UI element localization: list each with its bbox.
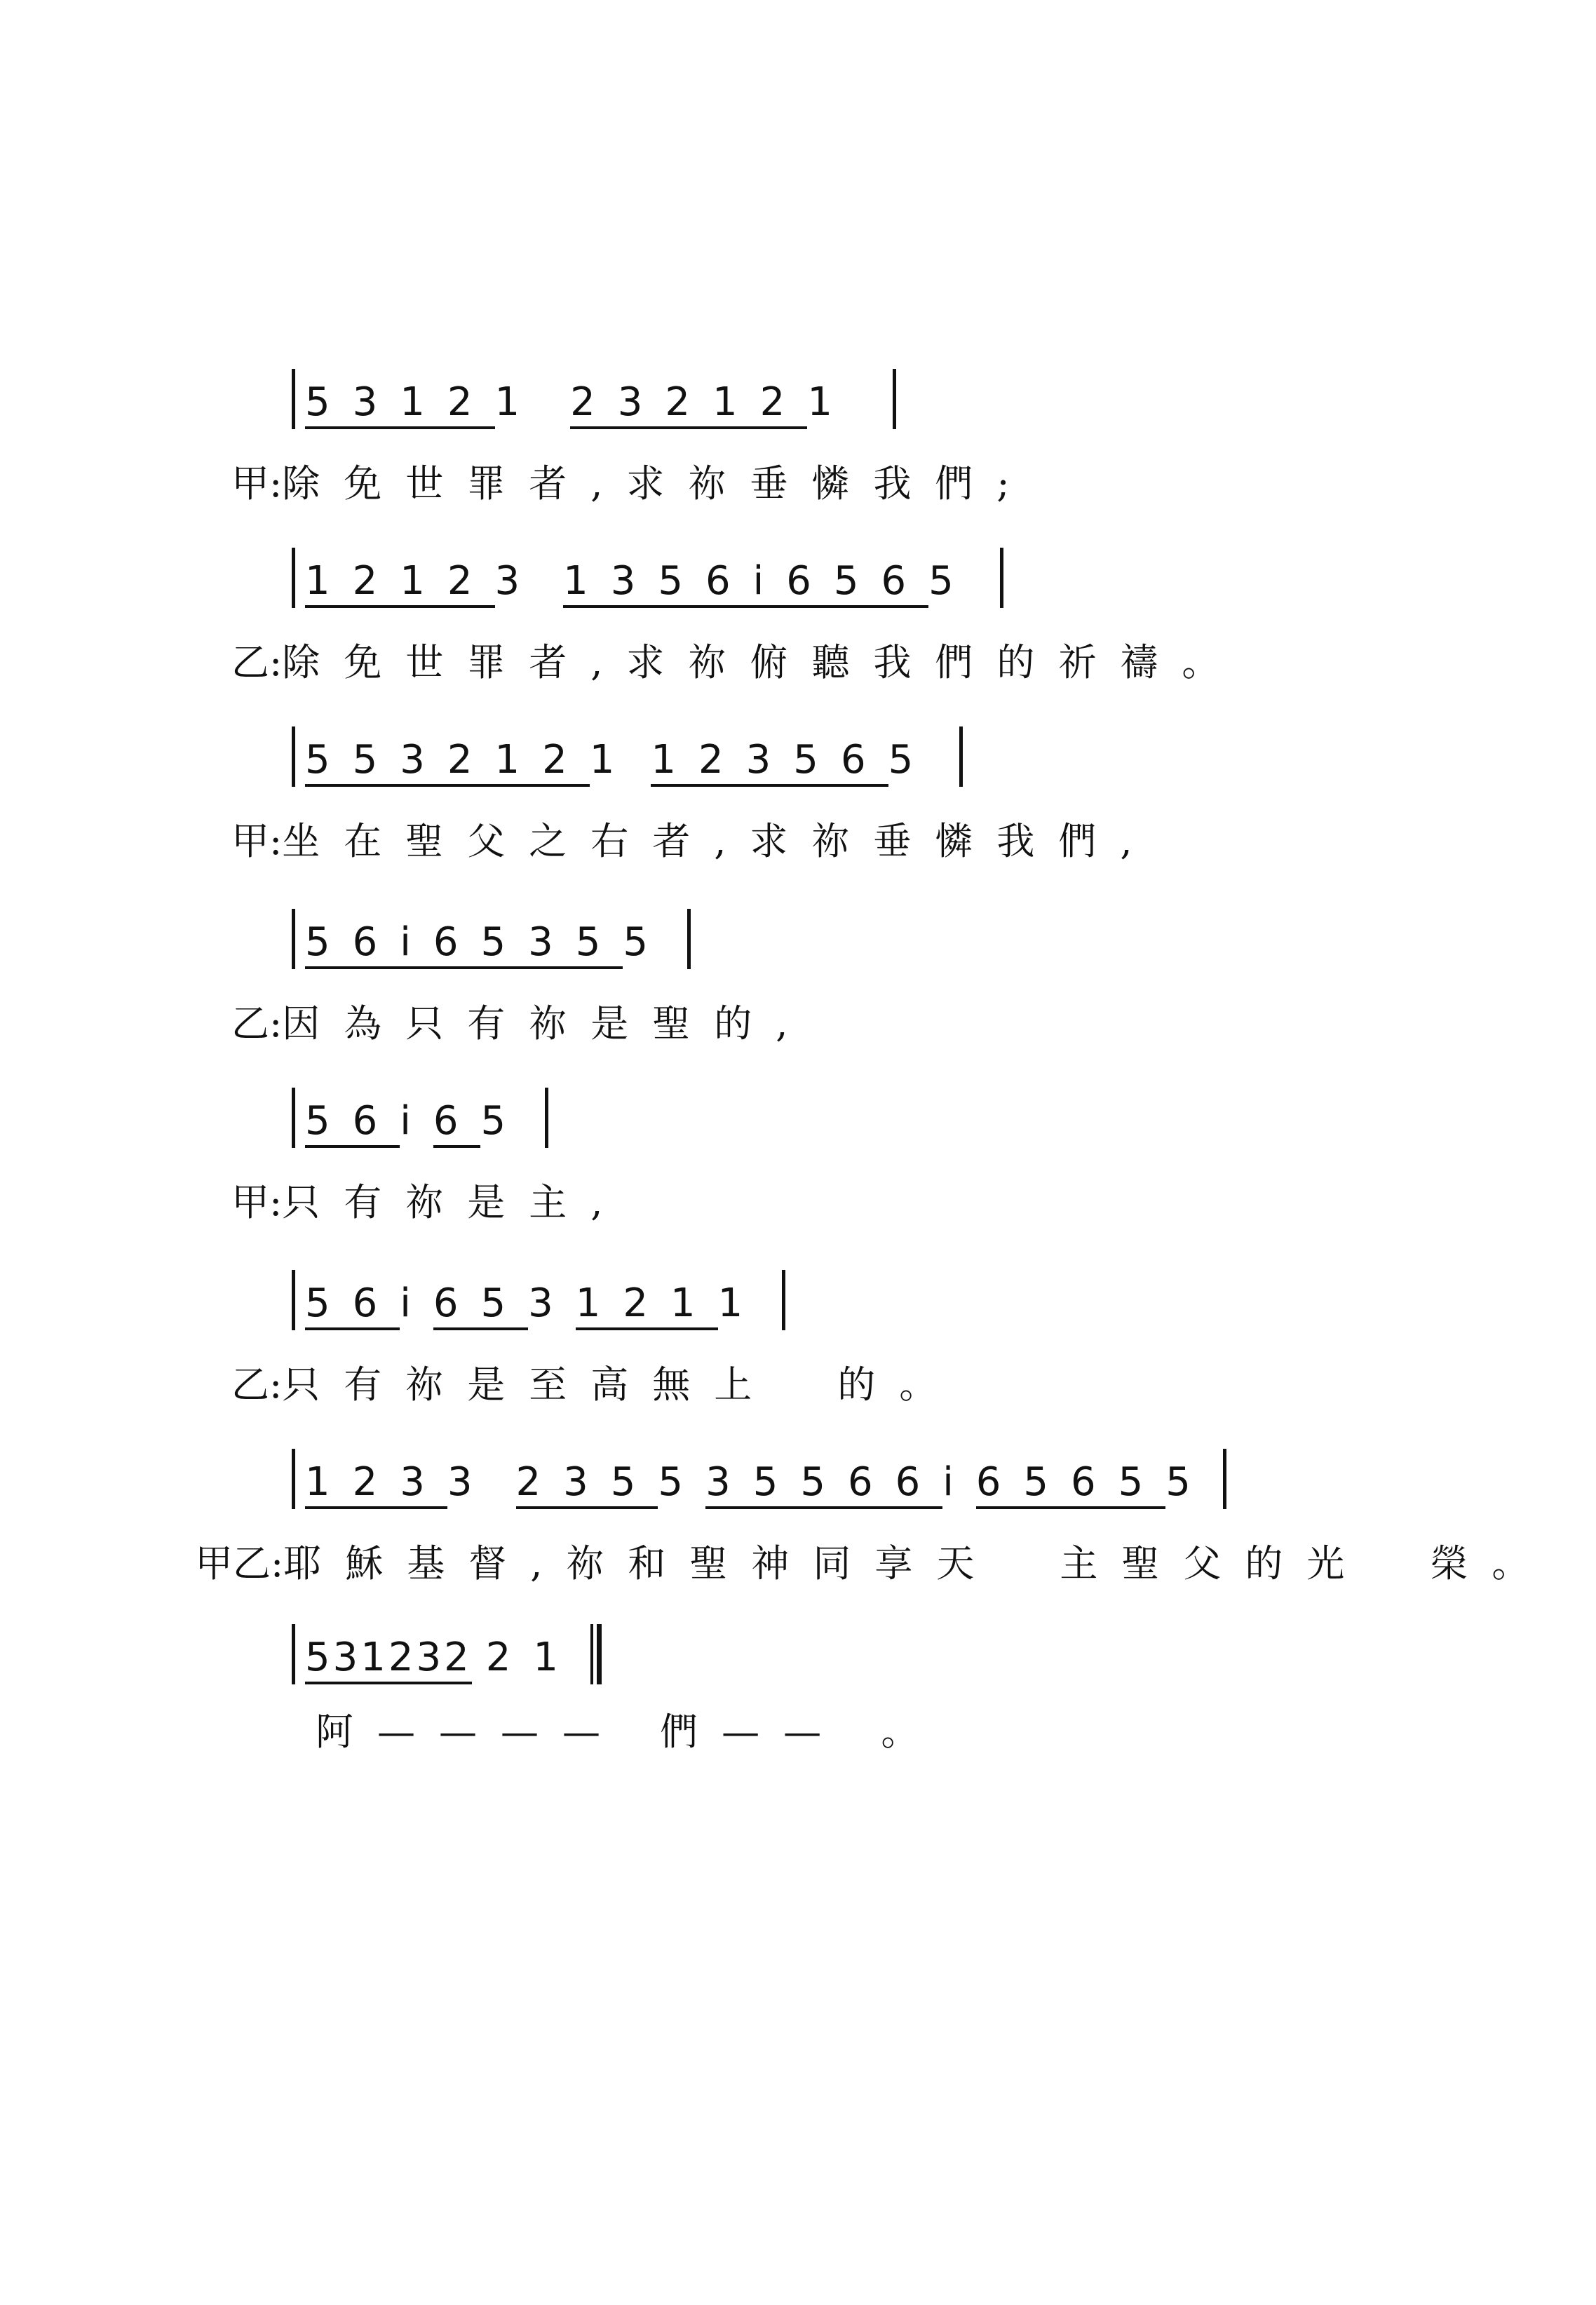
lyric-line <box>195 1536 1553 1592</box>
notation-line <box>282 543 1013 608</box>
note: 5 <box>623 919 670 965</box>
lyric-text: 耶穌基督,祢和聖神同享天 主聖父的光 榮。 <box>283 1541 1554 1586</box>
note: 5 <box>888 737 936 783</box>
barline <box>292 369 295 429</box>
lyric-text: 只有祢是主, <box>282 1180 627 1224</box>
note: 1 <box>589 737 637 783</box>
barline <box>292 1449 295 1509</box>
barline <box>292 548 295 608</box>
barline <box>782 1270 785 1330</box>
notation-line <box>282 1445 1236 1509</box>
note-group-underlined: 23212 <box>570 383 807 429</box>
note-group-underlined: 65 <box>433 1284 528 1330</box>
note-group-underlined: 123 <box>305 1463 447 1509</box>
note: 1 <box>494 379 543 425</box>
note-group-underlined: 235 <box>516 1463 658 1509</box>
lyric-text: 因為只有祢是聖的, <box>282 1001 812 1046</box>
note: 5 <box>928 558 976 604</box>
note: 5 <box>480 1098 529 1144</box>
note-group-underlined: 531232 <box>305 1638 472 1684</box>
final-barline <box>590 1624 602 1684</box>
barline <box>1000 548 1003 608</box>
notation-line <box>282 722 973 787</box>
note-group-underlined: 56 <box>305 1284 400 1330</box>
note-group-underlined: 5312 <box>305 383 495 429</box>
singer-role: 甲: <box>231 461 283 506</box>
note-group-underlined: 121 <box>576 1284 718 1330</box>
barline <box>292 909 295 969</box>
note-group-underlined: 56 <box>305 1102 400 1148</box>
notation-line <box>282 365 906 429</box>
lyric-line <box>231 1175 626 1231</box>
notation-line <box>282 905 701 969</box>
barline <box>893 369 896 429</box>
barline <box>1223 1449 1226 1509</box>
singer-role: 乙: <box>231 1001 283 1046</box>
barline <box>292 726 295 787</box>
note-group-underlined: 553212 <box>305 741 590 787</box>
note: 1 <box>533 1635 581 1680</box>
lyric-text: 除免世罪者,求祢俯聽我們的祈禱。 <box>282 640 1244 684</box>
note: 1 <box>717 1280 766 1326</box>
note: i <box>400 1098 433 1144</box>
lyric-text: 阿———— 們—— 。 <box>316 1710 943 1754</box>
singer-role: 乙: <box>231 640 283 684</box>
note: 3 <box>494 558 543 604</box>
note: 5 <box>658 1459 706 1505</box>
singer-role: 乙: <box>231 1363 283 1407</box>
note: 2 <box>485 1635 534 1680</box>
lyric-line <box>231 1357 961 1413</box>
note: 5 <box>1165 1459 1213 1505</box>
lyric-line <box>231 456 1034 512</box>
barline <box>545 1088 548 1148</box>
note-group-underlined: 12356 <box>651 741 888 787</box>
lyric-line <box>231 813 1156 870</box>
barline <box>292 1088 295 1148</box>
lyric-text: 坐在聖父之右者,求祢垂憐我們, <box>282 819 1156 863</box>
barline <box>959 726 963 787</box>
barline <box>687 909 691 969</box>
singer-role: 甲: <box>231 819 283 863</box>
barline <box>292 1270 295 1330</box>
note-group-underlined: 6565 <box>976 1463 1166 1509</box>
lyric-line <box>316 1704 942 1760</box>
note: 1 <box>807 379 855 425</box>
lyric-text: 除免世罪者,求祢垂憐我們; <box>282 461 1034 506</box>
note-group-underlined: 6 <box>433 1102 481 1148</box>
lyric-text: 只有祢是至高無上 的。 <box>282 1363 961 1407</box>
lyric-line <box>231 996 811 1052</box>
note-group-underlined: 56i6535 <box>305 923 623 969</box>
note-group-underlined: 1212 <box>305 562 495 608</box>
singer-role: 甲: <box>231 1180 283 1224</box>
note: i <box>400 1280 433 1326</box>
note-group-underlined: 1356i656 <box>563 562 928 608</box>
barline <box>292 1624 295 1684</box>
note: i <box>942 1459 976 1505</box>
notation-line <box>282 1083 558 1148</box>
note: 3 <box>447 1459 495 1505</box>
note: 3 <box>528 1280 576 1326</box>
lyric-line <box>231 635 1243 691</box>
notation-line <box>282 1620 611 1684</box>
singer-role: 甲乙: <box>195 1541 284 1586</box>
notation-line <box>282 1266 795 1330</box>
note-group-underlined: 35566 <box>705 1463 942 1509</box>
